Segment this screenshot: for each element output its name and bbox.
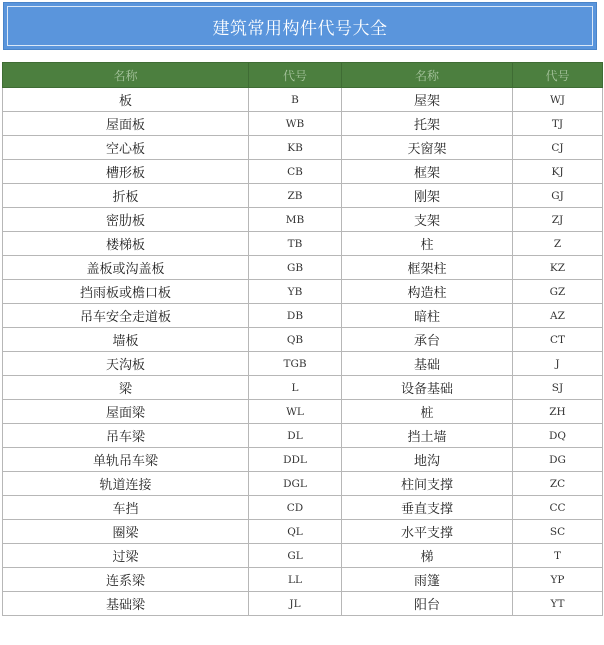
table-row bbox=[3, 280, 603, 304]
table-row bbox=[3, 232, 603, 256]
header-name-left: 名称 bbox=[3, 63, 249, 88]
cell-code-right: GZ bbox=[513, 280, 603, 304]
table-row bbox=[3, 400, 603, 424]
table-row bbox=[3, 448, 603, 472]
table-row bbox=[3, 376, 603, 400]
table-row bbox=[3, 208, 603, 232]
cell-code-right: GJ bbox=[513, 184, 603, 208]
cell-name-left: 折板 bbox=[3, 184, 249, 208]
cell-name-left: 挡雨板或檐口板 bbox=[3, 280, 249, 304]
cell-code-left: TB bbox=[249, 232, 342, 256]
cell-code-left: B bbox=[249, 88, 342, 112]
cell-name-right: 地沟 bbox=[342, 448, 513, 472]
cell-code-right: WJ bbox=[513, 88, 603, 112]
cell-name-right: 桩 bbox=[342, 400, 513, 424]
cell-name-left: 梁 bbox=[3, 376, 249, 400]
cell-name-right: 阳台 bbox=[342, 592, 513, 616]
cell-name-left: 盖板或沟盖板 bbox=[3, 256, 249, 280]
cell-name-right: 柱间支撑 bbox=[342, 472, 513, 496]
cell-name-right: 框架柱 bbox=[342, 256, 513, 280]
cell-name-left: 屋面梁 bbox=[3, 400, 249, 424]
cell-code-right: AZ bbox=[513, 304, 603, 328]
table-row bbox=[3, 88, 603, 112]
table-row bbox=[3, 592, 603, 616]
cell-name-left: 过梁 bbox=[3, 544, 249, 568]
table-row bbox=[3, 520, 603, 544]
table-row bbox=[3, 424, 603, 448]
cell-name-left: 圈梁 bbox=[3, 520, 249, 544]
cell-code-right: CT bbox=[513, 328, 603, 352]
cell-name-right: 暗柱 bbox=[342, 304, 513, 328]
cell-name-right: 基础 bbox=[342, 352, 513, 376]
cell-name-left: 车挡 bbox=[3, 496, 249, 520]
cell-code-right: ZJ bbox=[513, 208, 603, 232]
cell-name-left: 墙板 bbox=[3, 328, 249, 352]
table-row bbox=[3, 304, 603, 328]
cell-code-left: ZB bbox=[249, 184, 342, 208]
page-title: 建筑常用构件代号大全 bbox=[7, 6, 593, 46]
table-row bbox=[3, 160, 603, 184]
header-code-right: 代号 bbox=[513, 63, 603, 88]
cell-code-left: JL bbox=[249, 592, 342, 616]
cell-code-left: GB bbox=[249, 256, 342, 280]
cell-code-left: MB bbox=[249, 208, 342, 232]
cell-code-right: DG bbox=[513, 448, 603, 472]
header-name-right: 名称 bbox=[342, 63, 513, 88]
cell-code-left: DDL bbox=[249, 448, 342, 472]
table-row bbox=[3, 256, 603, 280]
cell-code-right: KJ bbox=[513, 160, 603, 184]
cell-code-left: WL bbox=[249, 400, 342, 424]
cell-code-right: TJ bbox=[513, 112, 603, 136]
table-row bbox=[3, 568, 603, 592]
cell-code-left: CD bbox=[249, 496, 342, 520]
cell-name-left: 吊车安全走道板 bbox=[3, 304, 249, 328]
table-row bbox=[3, 328, 603, 352]
cell-code-right: KZ bbox=[513, 256, 603, 280]
cell-code-right: YT bbox=[513, 592, 603, 616]
cell-name-right: 挡土墙 bbox=[342, 424, 513, 448]
table-row bbox=[3, 112, 603, 136]
cell-code-right: YP bbox=[513, 568, 603, 592]
cell-name-right: 天窗架 bbox=[342, 136, 513, 160]
cell-name-left: 基础梁 bbox=[3, 592, 249, 616]
cell-name-right: 设备基础 bbox=[342, 376, 513, 400]
cell-name-right: 柱 bbox=[342, 232, 513, 256]
table-header-row bbox=[3, 63, 603, 88]
cell-name-right: 支架 bbox=[342, 208, 513, 232]
cell-name-left: 连系梁 bbox=[3, 568, 249, 592]
cell-code-right: ZC bbox=[513, 472, 603, 496]
cell-name-right: 框架 bbox=[342, 160, 513, 184]
cell-name-left: 屋面板 bbox=[3, 112, 249, 136]
table-row bbox=[3, 136, 603, 160]
table-row bbox=[3, 352, 603, 376]
cell-code-right: DQ bbox=[513, 424, 603, 448]
cell-code-right: T bbox=[513, 544, 603, 568]
cell-code-left: TGB bbox=[249, 352, 342, 376]
cell-code-left: GL bbox=[249, 544, 342, 568]
cell-name-left: 天沟板 bbox=[3, 352, 249, 376]
cell-name-left: 空心板 bbox=[3, 136, 249, 160]
cell-code-left: QL bbox=[249, 520, 342, 544]
cell-code-right: SC bbox=[513, 520, 603, 544]
cell-code-left: DB bbox=[249, 304, 342, 328]
cell-name-right: 屋架 bbox=[342, 88, 513, 112]
cell-name-left: 单轨吊车梁 bbox=[3, 448, 249, 472]
cell-name-right: 构造柱 bbox=[342, 280, 513, 304]
cell-name-right: 垂直支撑 bbox=[342, 496, 513, 520]
cell-code-left: DL bbox=[249, 424, 342, 448]
cell-name-right: 托架 bbox=[342, 112, 513, 136]
cell-name-right: 雨篷 bbox=[342, 568, 513, 592]
cell-name-left: 吊车梁 bbox=[3, 424, 249, 448]
table-row bbox=[3, 472, 603, 496]
cell-code-left: DGL bbox=[249, 472, 342, 496]
cell-code-right: J bbox=[513, 352, 603, 376]
table-row bbox=[3, 184, 603, 208]
table-row bbox=[3, 544, 603, 568]
cell-code-left: YB bbox=[249, 280, 342, 304]
cell-code-left: CB bbox=[249, 160, 342, 184]
cell-code-left: LL bbox=[249, 568, 342, 592]
cell-code-left: L bbox=[249, 376, 342, 400]
title-banner bbox=[3, 2, 597, 50]
cell-code-right: SJ bbox=[513, 376, 603, 400]
header-code-left: 代号 bbox=[249, 63, 342, 88]
cell-name-left: 板 bbox=[3, 88, 249, 112]
cell-name-right: 承台 bbox=[342, 328, 513, 352]
cell-code-right: ZH bbox=[513, 400, 603, 424]
cell-code-right: Z bbox=[513, 232, 603, 256]
cell-code-left: KB bbox=[249, 136, 342, 160]
table-row bbox=[3, 496, 603, 520]
cell-code-right: CC bbox=[513, 496, 603, 520]
cell-code-right: CJ bbox=[513, 136, 603, 160]
cell-name-left: 楼梯板 bbox=[3, 232, 249, 256]
cell-name-right: 刚架 bbox=[342, 184, 513, 208]
component-code-table bbox=[2, 62, 603, 616]
cell-name-right: 梯 bbox=[342, 544, 513, 568]
cell-name-left: 密肋板 bbox=[3, 208, 249, 232]
cell-name-left: 槽形板 bbox=[3, 160, 249, 184]
cell-code-left: WB bbox=[249, 112, 342, 136]
cell-name-right: 水平支撑 bbox=[342, 520, 513, 544]
cell-name-left: 轨道连接 bbox=[3, 472, 249, 496]
cell-code-left: QB bbox=[249, 328, 342, 352]
table-body bbox=[3, 88, 603, 616]
